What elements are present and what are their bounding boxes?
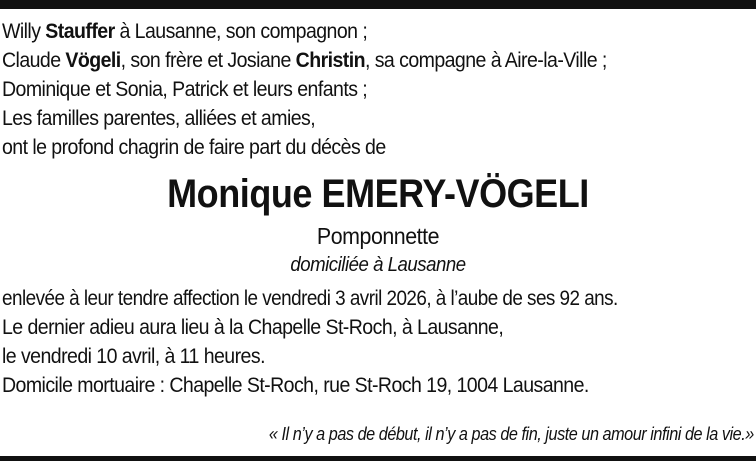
mourner-line-1 — [2, 17, 701, 46]
mourner-surname: Stauffer — [45, 20, 115, 43]
mourner-surname: Christin — [295, 49, 365, 72]
mourner-text: Willy — [2, 20, 46, 43]
detail-line-farewell-time: le vendredi 10 avril, à 11 heures. — [2, 345, 265, 368]
detail-line-death-date: enlevée à leur tendre affection le vendredi 3 avril 2026, à l’aube de ses 92 ans. — [2, 287, 618, 310]
mourner-text: , sa compagne à Aire-la-Ville ; — [364, 49, 607, 72]
top-border-rule — [0, 0, 756, 9]
obituary-notice — [2, 17, 754, 400]
deceased-name: Monique EMERY-VÖGELI — [167, 172, 589, 216]
mourner-text: à Lausanne, son compagnon ; — [114, 20, 368, 43]
mourner-line-3: Dominique et Sonia, Patrick et leurs enfants ; — [2, 78, 368, 101]
mourner-text: , son frère et Josiane — [120, 49, 296, 72]
mourner-surname: Vögeli — [65, 49, 121, 72]
mourner-line-4: Les familles parentes, alliées et amies, — [2, 107, 316, 130]
bottom-border-rule — [0, 456, 756, 461]
detail-line-farewell-place: Le dernier adieu aura lieu à la Chapelle St-Roch, à Lausanne, — [2, 316, 504, 339]
detail-line-mortuary: Domicile mortuaire : Chapelle St-Roch, rue St-Roch 19, 1004 Lausanne. — [2, 374, 589, 397]
closing-quote: « Il n’y a pas de début, il n’y a pas de fin, juste un amour infini de la vie.» — [269, 424, 754, 444]
deceased-nickname: Pomponnette — [316, 223, 440, 249]
deceased-residence: domiciliée à Lausanne — [290, 254, 466, 276]
mourner-text: Claude — [2, 49, 66, 72]
announcement-line: ont le profond chagrin de faire part du décès de — [2, 136, 386, 159]
mourner-line-2 — [2, 46, 701, 75]
